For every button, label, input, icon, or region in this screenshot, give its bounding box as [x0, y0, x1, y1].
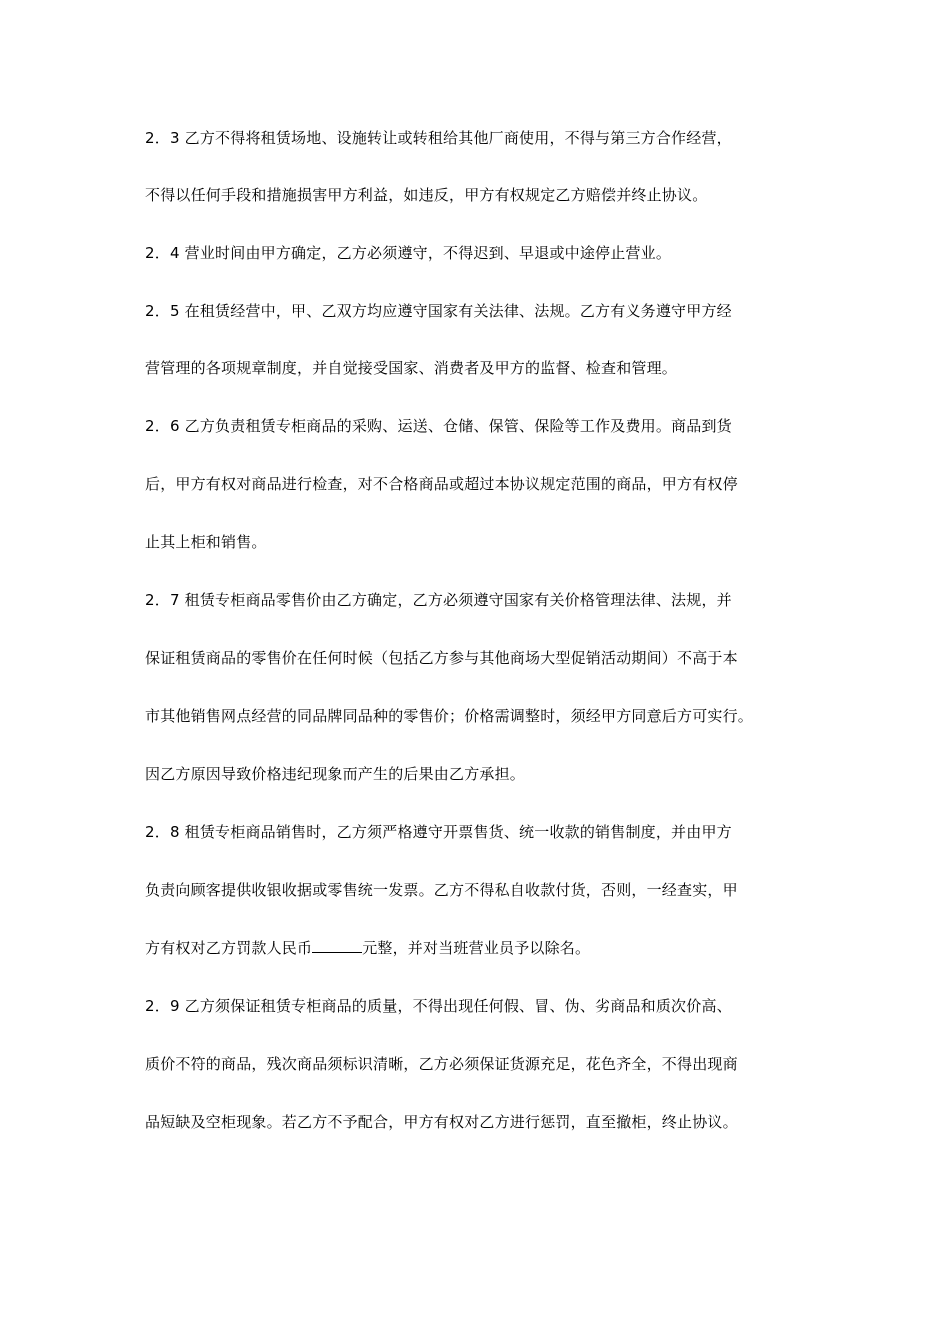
text-line: 不得以任何手段和措施损害甲方利益，如违反，甲方有权规定乙方赔偿并终止协议。: [145, 186, 708, 204]
text-line: 因乙方原因导致价格违纪现象而产生的后果由乙方承担。: [145, 765, 526, 783]
text-line: 2．6 乙方负责租赁专柜商品的采购、运送、仓储、保管、保险等工作及费用。商品到货: [145, 417, 732, 435]
fine-text-after: 元整，并对当班营业员予以除名。: [362, 939, 591, 957]
text-line: 2．7 租赁专柜商品零售价由乙方确定，乙方必须遵守国家有关价格管理法律、法规，并: [145, 591, 732, 609]
text-line: 营管理的各项规章制度，并自觉接受国家、消费者及甲方的监督、检查和管理。: [145, 359, 678, 377]
text-line: 质价不符的商品，残次商品须标识清晰，乙方必须保证货源充足，花色齐全，不得出现商: [145, 1055, 738, 1073]
text-line: 2．3 乙方不得将租赁场地、设施转让或转租给其他厂商使用，不得与第三方合作经营，: [145, 129, 732, 147]
text-line: 2．9 乙方须保证租赁专柜商品的质量，不得出现任何假、冒、伪、劣商品和质次价高、: [145, 997, 732, 1015]
text-line: 负责向顾客提供收银收据或零售统一发票。乙方不得私自收款付货，否则，一经查实，甲: [145, 881, 738, 899]
text-line: 保证租赁商品的零售价在任何时候（包括乙方参与其他商场大型促销活动期间）不高于本: [145, 649, 738, 667]
text-line: 止其上柜和销售。: [145, 533, 267, 551]
text-line: 市其他销售网点经营的同品牌同品种的零售价；价格需调整时，须经甲方同意后方可实行。: [145, 707, 754, 725]
text-line: 2．4 营业时间由甲方确定，乙方必须遵守，不得迟到、早退或中途停止营业。: [145, 244, 672, 262]
fine-text-before: 方有权对乙方罚款人民币: [145, 939, 313, 957]
fine-amount-line: [145, 938, 825, 958]
amount-blank: [312, 938, 362, 953]
text-line: 2．8 租赁专柜商品销售时，乙方须严格遵守开票售货、统一收款的销售制度，并由甲方: [145, 823, 732, 841]
text-line: 后，甲方有权对商品进行检查，对不合格商品或超过本协议规定范围的商品，甲方有权停: [145, 475, 738, 493]
text-line: 品短缺及空柜现象。若乙方不予配合，甲方有权对乙方进行惩罚，直至撤柜，终止协议。: [145, 1113, 738, 1131]
text-line: 2．5 在租赁经营中，甲、乙双方均应遵守国家有关法律、法规。乙方有义务遵守甲方经: [145, 302, 732, 320]
